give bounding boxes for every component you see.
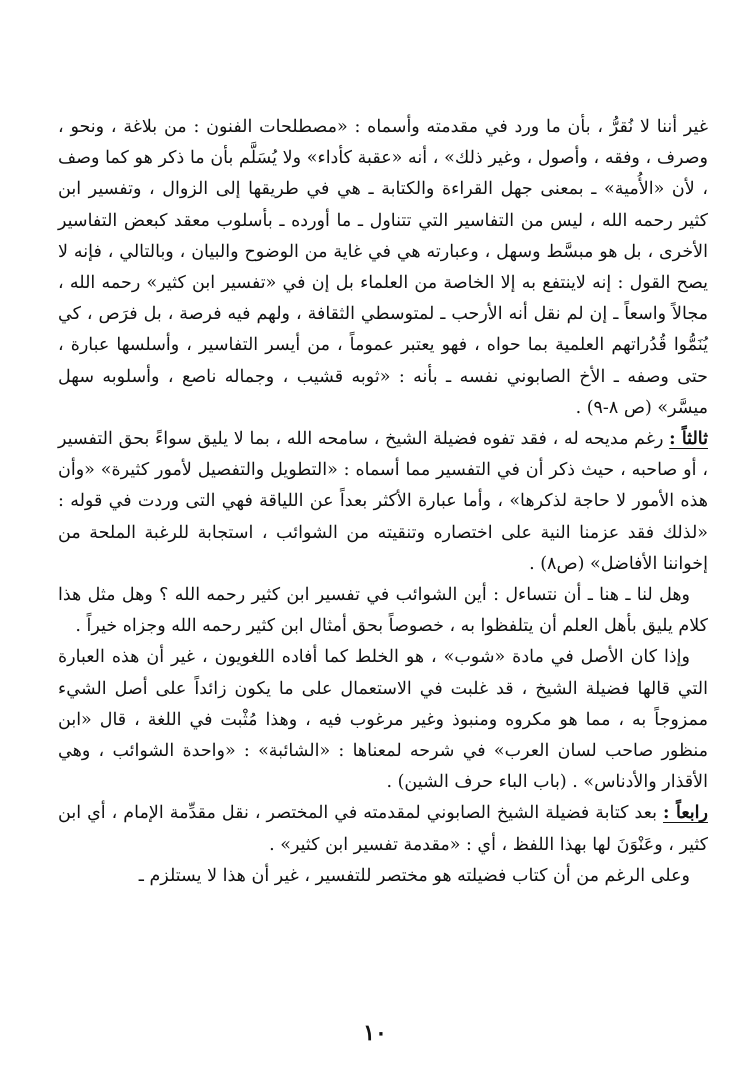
paragraph-fourth	[58, 798, 708, 860]
paragraph-text: وإذا كان الأصل في مادة «شوب» ، هو الخلط كما أفاده اللغويون ، غير أن هذه العبارة التي قالها فضيلة الشيخ ، قد غلبت في الاستعمال على ما يكون زائداً على أصل الشيء ممزوجاً به ، مما هو مكروه ومنبوذ وغير مرغوب فيه ، وهذا مُثْبت في اللغة ، قال «ابن منظور صاحب لسان العرب» في شرحه لمعناها : «الشائبة» : «واحدة الشوائب ، وهي الأقذار والأدناس» . (باب الباء حرف الشين) .	[58, 647, 708, 793]
page-number: ١٠	[363, 1020, 387, 1046]
paragraph-intro	[58, 112, 708, 424]
paragraph-text: رغم مديحه له ، فقد تفوه فضيلة الشيخ ، سامحه الله ، بما لا يليق سواءً بحق التفسير ، أو صاحبه ، حيث ذكر أن في التفسير مما أسماه : «التطويل والتفصيل لأمور كثيرة» «وأن هذه الأمور لا حاجة لذكرها» ، وأما عبارة الأكثر بعداً عن اللياقة فهي التى وردت في قوله : «لذلك فقد عزمنا النية على اختصاره وتنقيته من الشوائب ، استجابة للرغبة الملحة من إخواننا الأفاضل» (ص٨) .	[58, 429, 708, 574]
paragraph-third	[58, 424, 708, 580]
paragraph-text: بعد كتابة فضيلة الشيخ الصابوني لمقدمته في المختصر ، نقل مقدِّمة الإمام ، أي ابن كثير ، وعَنْوَنَ لها بهذا اللفظ ، أي : «مقدمة تفسير ابن كثير» .	[58, 803, 708, 855]
section-label-third: ثالثاً :	[669, 429, 708, 450]
paragraph-text: وعلى الرغم من أن كتاب فضيلته هو مختصر للتفسير ، غير أن هذا لا يستلزم ـ	[138, 865, 690, 886]
paragraph-definition	[58, 642, 708, 798]
paragraph-continuation	[58, 861, 708, 892]
paragraph-question	[58, 580, 708, 642]
page-body	[58, 112, 708, 892]
paragraph-text: وهل لنا ـ هنا ـ أن نتساءل : أين الشوائب في تفسير ابن كثير رحمه الله ؟ وهل مثل هذا كلام يليق بأهل العلم أن يتلفظوا به ، خصوصاً بحق أمثال ابن كثير رحمه الله وجزاه خيراً .	[58, 585, 708, 637]
section-label-fourth: رابعاً :	[663, 803, 708, 824]
paragraph-text: غير أننا لا نُقرُّ ، بأن ما ورد في مقدمته وأسماه : «مصطلحات الفنون : من بلاغة ، ونحو ، وصرف ، وفقه ، وأصول ، وغير ذلك» ، أنه «عقبة كأداء» ولا يُسَلَّم بأن ما ذكر هو كما وصف ، لأن «الأُمية» ـ بمعنى جهل القراءة والكتابة ـ هي في طريقها إلى الزوال ، وتفسير ابن كثير رحمه الله ، ليس من التفاسير التي تتناول ـ ما أورده ـ بأسلوب معقد كبعض التفاسير الأخرى ، بل هو مبسَّط وسهل ، وعبارته هي في غاية من الوضوح والبيان ، وبالتالي ، فإنه لا يصح القول : إنه لاينتفع به إلا الخاصة من العلماء بل إن في «تفسير ابن كثير» رحمه الله ، مجالاً واسعاً ـ إن لم نقل أنه الأرحب ـ لمتوسطي الثقافة ، ولهم فيه فرصة ، بل فرَص ، كي يُنَمُّوا قُدُراتهم العلمية بما حواه ، فهو يعتبر عموماً ، من أيسر التفاسير ، وأسلسها عبارة ، حتى وصفه ـ الأخ الصابوني نفسه ـ بأنه : «ثوبه قشيب ، وجماله ناصع ، وأسلوبه سهل ميسَّر» (ص ٨-٩) .	[58, 117, 708, 418]
